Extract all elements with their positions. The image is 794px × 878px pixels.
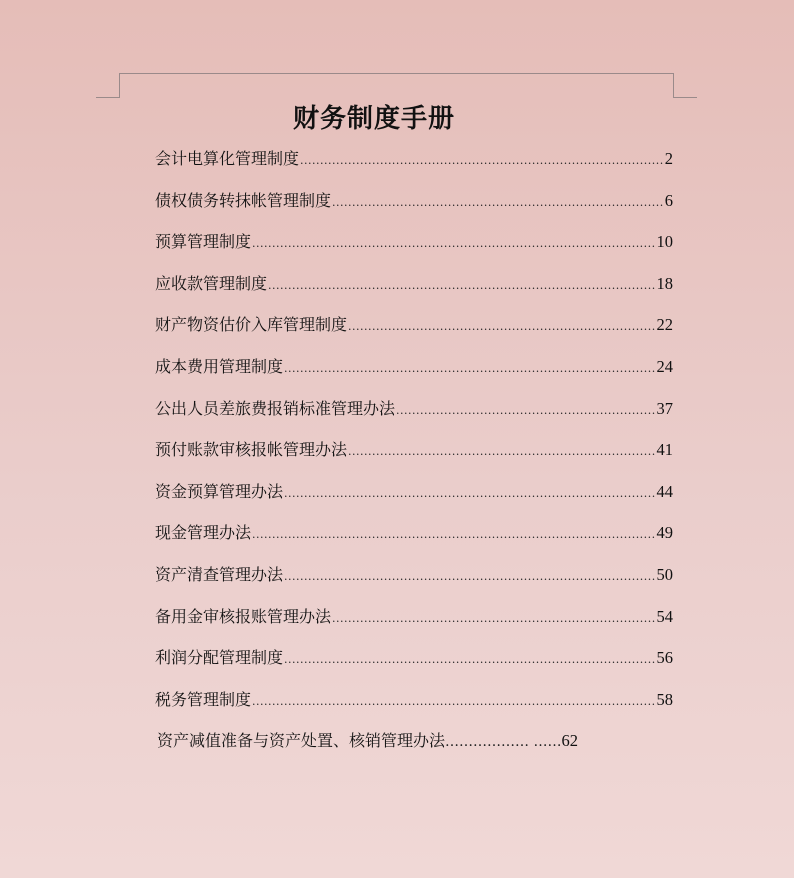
toc-leader-dots: [300, 145, 664, 177]
table-of-contents: [155, 143, 673, 767]
toc-leader-dots: [332, 187, 664, 219]
toc-entry-label: 成本费用管理制度: [155, 356, 284, 376]
page-corner-top-right: [673, 73, 697, 98]
toc-entry-page: 18: [656, 273, 673, 293]
toc-entry[interactable]: [155, 684, 673, 726]
toc-leader-dots: [348, 436, 655, 468]
toc-leader-dots: [284, 561, 655, 593]
toc-entry[interactable]: [155, 642, 673, 684]
toc-entry-label: 资产减值准备与资产处置、核销管理办法: [157, 731, 446, 751]
toc-leader-dots: [252, 519, 655, 551]
toc-entry-label: 会计电算化管理制度: [155, 149, 300, 168]
toc-entry[interactable]: [155, 226, 673, 268]
toc-entry-page: 58: [656, 689, 673, 709]
toc-entry-page: 49: [656, 523, 673, 543]
toc-entry[interactable]: [155, 309, 673, 351]
toc-entry-page: 24: [656, 356, 673, 376]
toc-entry-page: 22: [656, 315, 673, 335]
toc-leader-dots: [396, 395, 655, 427]
toc-entry-page: 2: [664, 149, 673, 168]
toc-entry[interactable]: [155, 434, 673, 476]
toc-entry[interactable]: [155, 185, 673, 227]
page-corner-top-left: [96, 73, 120, 98]
toc-leader-dots: [284, 353, 655, 385]
toc-entry-page: 50: [656, 564, 673, 584]
toc-entry-label: 债权债务转抹帐管理制度: [155, 190, 332, 210]
toc-entry-label: 利润分配管理制度: [155, 648, 284, 668]
toc-leader-dots: ……………… ……: [445, 734, 562, 751]
toc-entry-label: 应收款管理制度: [155, 273, 268, 293]
toc-entry-page: 37: [656, 398, 673, 418]
toc-entry-label: 预付账款审核报帐管理办法: [155, 440, 348, 460]
toc-leader-dots: [284, 478, 655, 510]
toc-leader-dots: [284, 644, 655, 676]
toc-entry-label: 资产清查管理办法: [155, 564, 284, 584]
toc-entry-page: 62: [561, 731, 578, 751]
toc-entry-page: 10: [656, 232, 673, 252]
toc-entry-page: 6: [664, 190, 673, 210]
toc-entry[interactable]: [155, 143, 673, 185]
toc-entry[interactable]: [155, 476, 673, 518]
toc-entry-label: 预算管理制度: [155, 232, 252, 252]
toc-entry-page: 54: [656, 606, 673, 626]
toc-entry[interactable]: [155, 725, 673, 767]
toc-entry-label: 资金预算管理办法: [155, 481, 284, 501]
toc-entry[interactable]: [155, 559, 673, 601]
toc-entry-page: 44: [656, 481, 673, 501]
page-top-border: [120, 73, 673, 74]
toc-leader-dots: [268, 270, 655, 302]
toc-entry-label: 现金管理办法: [155, 523, 252, 543]
toc-leader-dots: [252, 228, 655, 260]
toc-entry[interactable]: [155, 601, 673, 643]
document-title: 财务制度手册: [292, 104, 455, 134]
toc-entry[interactable]: [155, 268, 673, 310]
toc-entry-label: 备用金审核报账管理办法: [155, 606, 332, 626]
toc-entry-label: 税务管理制度: [155, 689, 252, 709]
toc-entry[interactable]: [155, 351, 673, 393]
toc-entry[interactable]: [155, 517, 673, 559]
toc-leader-dots: [348, 311, 655, 343]
toc-entry-page: 41: [656, 440, 673, 460]
toc-entry-label: 财产物资估价入库管理制度: [155, 315, 348, 335]
toc-leader-dots: [252, 686, 655, 718]
toc-entry[interactable]: [155, 393, 673, 435]
toc-leader-dots: [332, 603, 655, 635]
toc-entry-page: 56: [656, 648, 673, 668]
toc-entry-label: 公出人员差旅费报销标准管理办法: [155, 398, 396, 418]
